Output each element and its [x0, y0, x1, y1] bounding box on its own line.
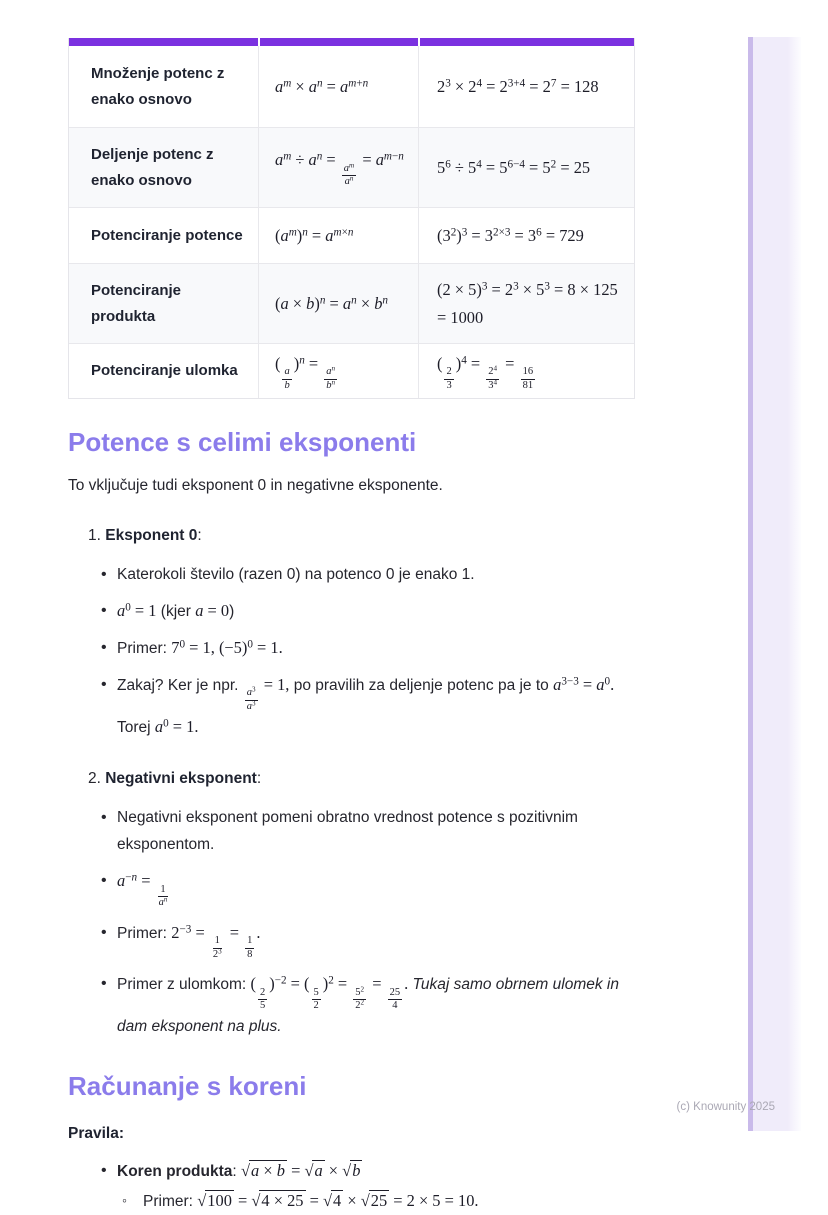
- rule-example-cell: [418, 343, 634, 398]
- rule-example: $2^3 \times 2^4 = 2^{3+4} = 2^7 = 128$: [437, 76, 599, 96]
- power-rules-table: [68, 38, 635, 399]
- rule-formula: $(a \times b)^n = a^n \times b^n$: [275, 293, 388, 313]
- rule-name: Potenciranje ulomka: [91, 362, 238, 379]
- page-side-strip: [748, 37, 801, 1131]
- rule-formula-cell: [258, 343, 418, 398]
- rule-formula-cell: [258, 263, 418, 343]
- bullet-item: • Primer z ulomkom: ( $\frac{2}{5}$ )$^{-2}$ = ( $\frac{5}{2}$ )$^2$ = $\frac{5^2}{2^2}$ = $\frac{25}{4}$ . Tukaj samo obrnem ulomek in dam eksponent na plus.: [68, 970, 635, 1039]
- table-accent-bar: [69, 38, 258, 46]
- numbered-item-header: 1. Eksponent 0:: [88, 527, 202, 544]
- rules-label: Pravila:: [68, 1124, 125, 1142]
- bullet-item: • Zakaj? Ker je npr. $\frac{a^3}{a^3}$ = 1, po pravilih za deljenje potenc pa je to $a^{3-3} = a^0$. Torej $a^0 = 1$.: [68, 671, 635, 741]
- rule-example-cell: [418, 46, 634, 127]
- bullet-item: • Katerokoli število (razen 0) na potenco 0 je enako 1.: [68, 561, 635, 588]
- rule-name: Množenje potenc z enako osnovo: [91, 64, 225, 108]
- rule-example-cell: [418, 263, 634, 343]
- rule-example: $(3^2)^3 = 3^{2\times 3} = 3^6 = 729$: [437, 225, 584, 245]
- bullet-item: • Koren produkta: √a × b = √a × √b: [68, 1157, 635, 1185]
- intro-text: To vključuje tudi eksponent 0 in negativne eksponente.: [68, 477, 443, 494]
- rule-formula-cell: [258, 127, 418, 207]
- table-accent-bar: [418, 38, 634, 46]
- section-heading-potence: Potence s celimi eksponenti: [68, 427, 417, 457]
- section-heading-koreni: Računanje s koreni: [68, 1070, 307, 1101]
- rule-name-cell: [69, 127, 258, 207]
- rule-example-cell: [418, 127, 634, 207]
- rule-name: Potenciranje produkta: [91, 281, 182, 325]
- document-page: [68, 38, 635, 1215]
- bullet-item: • Negativni eksponent pomeni obratno vrednost potence s pozitivnim eksponentom.: [68, 804, 635, 858]
- bullet-item: • $a^0 = 1$ (kjer a = 0): [68, 597, 635, 625]
- table-accent-bar: [258, 38, 418, 46]
- rule-name-cell: [69, 263, 258, 343]
- rule-example-cell: [418, 207, 634, 263]
- numbered-item-header: 2. Negativni eksponent:: [88, 770, 262, 788]
- rule-example: $5^6 \div 5^4 = 5^{6-4} = 5^2 = 25$: [437, 157, 591, 177]
- rule-name-cell: [69, 343, 258, 398]
- rule-example: ( $\frac{2}{3}$ )$^4$ = $\frac{2^4}{3^4}$ = $\frac{16}{81}$: [437, 353, 534, 391]
- bullet-item: • Primer: $2^{-3}$ = $\frac{1}{2^3}$ = $\frac{1}{8}$ .: [68, 919, 635, 961]
- sub-bullet-item: ◦ Primer: √100 = √4 × 25 = √4 × √25 = 2 × 5 = 10.: [68, 1187, 635, 1215]
- rule-name-cell: [69, 207, 258, 263]
- rule-example: $(2 \times 5)^3 = 2^3 \times 5^3 = 8 \times 125 = 1000$: [437, 279, 618, 327]
- rule-name-cell: [69, 46, 258, 127]
- copyright-text: (c) Knowunity 2025: [676, 1101, 775, 1113]
- rule-formula-cell: [258, 207, 418, 263]
- rule-formula: $a^m \div a^n$ = $\frac{a^m}{a^n}$ = $a^{m-n}$: [275, 150, 404, 188]
- bullet-item: • $a^{-n}$ = $\frac{1}{a^n}$: [68, 867, 635, 909]
- rule-formula: $a^m \times a^n = a^{m+n}$: [275, 76, 369, 96]
- rule-name: Potenciranje potence: [91, 226, 243, 244]
- rule-formula: $(a^m)^n = a^{m\times n}$: [275, 225, 354, 245]
- rule-formula: ( $\frac{a}{b}$ )$^n$ = $\frac{a^n}{b^n}$: [275, 353, 336, 391]
- bullet-item: • Primer: $7^0 = 1$, $(-5)^0 = 1$.: [68, 634, 635, 662]
- rule-formula-cell: [258, 46, 418, 127]
- rule-name: Deljenje potenc z enako osnovo: [91, 145, 214, 189]
